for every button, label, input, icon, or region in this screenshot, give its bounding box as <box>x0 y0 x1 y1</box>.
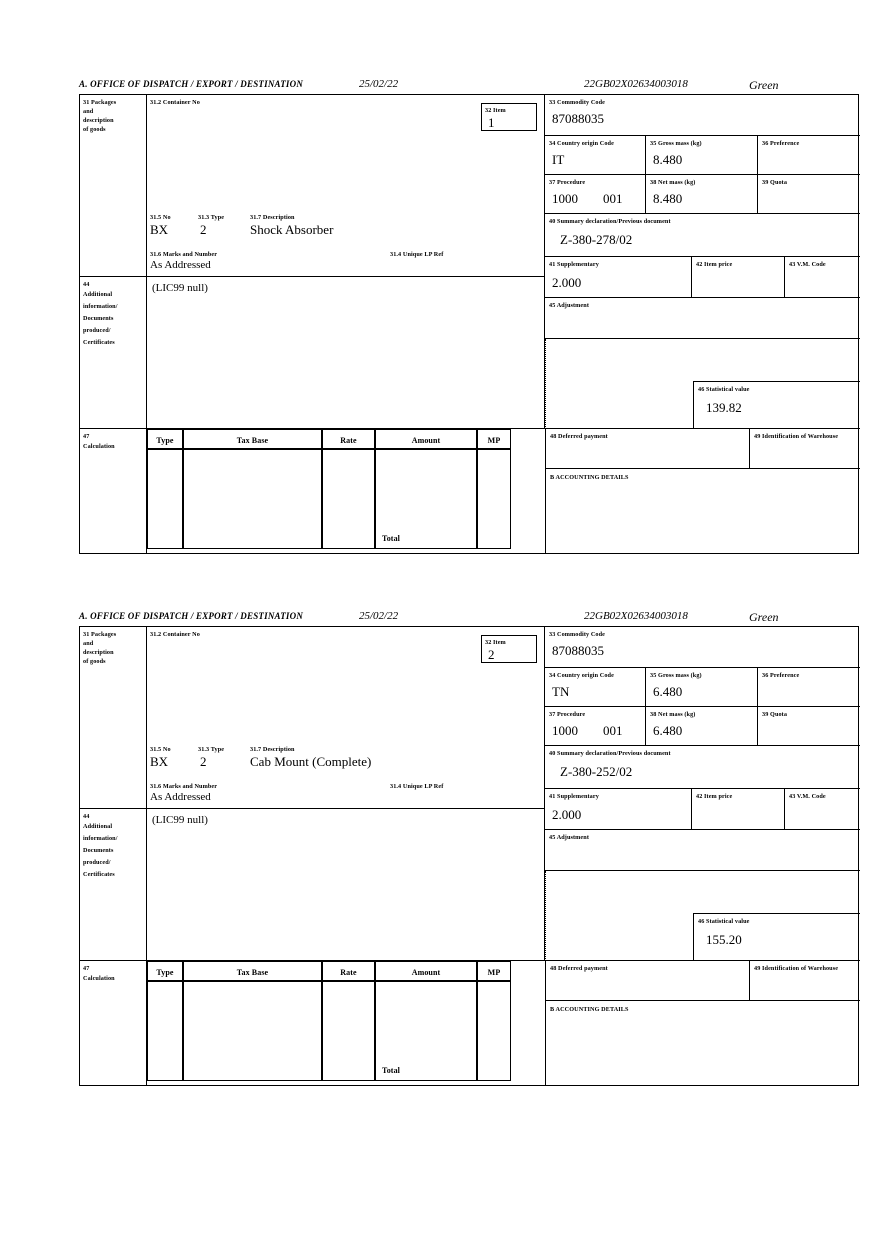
commodity-code-value: 87088035 <box>552 111 604 126</box>
item-number-value: 1 <box>488 115 495 130</box>
box-44-additional-information-2 <box>147 809 545 961</box>
net-mass-value-2: 6.480 <box>653 723 683 738</box>
box-49-warehouse-id-2: 49 Identification of Warehouse <box>750 961 860 1001</box>
box-31-packages: 31 Packages and description of goods <box>80 95 147 277</box>
box-38-net-mass: 38 Net mass (kg) 8.480 <box>646 175 758 214</box>
calc-total-label-2: Total <box>382 1066 400 1075</box>
box-34-country-origin: 34 Country origin Code IT <box>545 136 646 175</box>
goods-description-value-2: Cab Mount (Complete) <box>250 754 372 769</box>
dotted-divider-2 <box>545 871 546 961</box>
packages-type-value-2: 2 <box>200 754 207 769</box>
box-37-procedure: 37 Procedure 1000 001 <box>545 175 646 214</box>
country-origin-value-2: TN <box>552 684 570 699</box>
calc-col-rate <box>322 449 375 549</box>
box-38-net-mass-2: 38 Net mass (kg) 6.480 <box>646 707 758 746</box>
packages-type-value: 2 <box>200 222 207 237</box>
box-46-statistical-area <box>545 339 860 429</box>
box-44-additional-label-2: 44 Additional information/ Documents produced/ Certificates <box>80 809 147 961</box>
supplementary-value: 2.000 <box>552 275 582 290</box>
gross-mass-value: 8.480 <box>653 152 683 167</box>
procedure-2-value-2: 001 <box>603 723 623 738</box>
marks-and-number-value: As Addressed <box>150 259 211 271</box>
procedure-value-2: 1000 <box>552 723 578 738</box>
box-47-calculation-label-2: 47 Calculation <box>80 961 147 1086</box>
procedure-value: 1000 <box>552 191 578 206</box>
calc-header-amount-2: Amount <box>375 961 477 981</box>
box-40-previous-document-2: 40 Summary declaration/Previous document Z-380-252/02 <box>545 746 860 789</box>
calc-header-amount: Amount <box>375 429 477 449</box>
box-45-adjustment: 45 Adjustment <box>545 298 860 339</box>
box-36-preference: 36 Preference <box>758 136 860 175</box>
box-35-gross-mass-2: 35 Gross mass (kg) 6.480 <box>646 668 758 707</box>
box-36-preference-2: 36 Preference <box>758 668 860 707</box>
routing-lane-2: Green <box>749 610 779 624</box>
box-44-additional-information <box>147 277 545 429</box>
packages-no-value: BX <box>150 222 169 237</box>
calc-header-rate-2: Rate <box>322 961 375 981</box>
dotted-divider <box>545 339 546 429</box>
additional-info-value-2: (LIC99 null) <box>152 814 208 826</box>
calculation-table-2 <box>147 961 545 1086</box>
supplementary-value-2: 2.000 <box>552 807 582 822</box>
office-of-dispatch-label <box>79 79 303 89</box>
customs-declaration-item-1 <box>79 78 861 554</box>
declaration-date-2: 25/02/22 <box>359 610 399 622</box>
calculation-table <box>147 429 545 554</box>
calc-header-mp: MP <box>477 429 511 449</box>
office-of-dispatch-label-2 <box>79 611 303 621</box>
calc-header-type-2: Type <box>147 961 183 981</box>
calc-col-taxbase <box>183 449 322 549</box>
form-header-1 <box>79 78 861 94</box>
box-48-deferred-payment-2: 48 Deferred payment <box>545 961 750 1001</box>
calc-col-type <box>147 449 183 549</box>
calc-col-taxbase-2 <box>183 981 322 1081</box>
box-37-procedure-2: 37 Procedure 1000 001 <box>545 707 646 746</box>
previous-document-value: Z-380-278/02 <box>560 232 633 247</box>
box-35-gross-mass: 35 Gross mass (kg) 8.480 <box>646 136 758 175</box>
box-41-supplementary-2: 41 Supplementary 2.000 <box>545 789 692 830</box>
box-46-statistical-value-2: 46 Statistical value 155.20 <box>693 913 860 961</box>
declaration-box-1 <box>79 94 859 554</box>
procedure-2-value: 001 <box>603 191 623 206</box>
box-45-adjustment-2: 45 Adjustment <box>545 830 860 871</box>
box-32-item-number-2: 32 Item 2 <box>481 635 537 663</box>
commodity-code-value-2: 87088035 <box>552 643 604 658</box>
box-31-goods-area: 31.2 Container No 31.5 No 31.3 Type 31.7 Description BX 2 Shock Absorber 31.6 Marks and Number 31.4 Unique LP Ref As Addressed <box>147 95 545 277</box>
customs-declaration-item-2 <box>79 610 861 1086</box>
previous-document-value-2: Z-380-252/02 <box>560 764 633 779</box>
calc-total-label: Total <box>382 534 400 543</box>
gross-mass-value-2: 6.480 <box>653 684 683 699</box>
packages-no-value-2: BX <box>150 754 169 769</box>
calc-header-type: Type <box>147 429 183 449</box>
box-31-goods-area-2: 31.2 Container No 31.5 No 31.3 Type 31.7 Description BX 2 Cab Mount (Complete) 31.6 Marks and Number 31.4 Unique LP Ref As Addressed <box>147 627 545 809</box>
box-31-packages-2: 31 Packages and description of goods <box>80 627 147 809</box>
statistical-value-2: 155.20 <box>706 932 742 947</box>
box-34-country-origin-2: 34 Country origin Code TN <box>545 668 646 707</box>
box-33-commodity-code-2: 33 Commodity Code 87088035 <box>545 627 860 668</box>
additional-info-value: (LIC99 null) <box>152 282 208 294</box>
box-48-deferred-payment: 48 Deferred payment <box>545 429 750 469</box>
box-32-item-number: 32 Item 1 <box>481 103 537 131</box>
calc-header-mp-2: MP <box>477 961 511 981</box>
calc-col-type-2 <box>147 981 183 1081</box>
box-33-commodity-code: 33 Commodity Code 87088035 <box>545 95 860 136</box>
declaration-date: 25/02/22 <box>359 78 399 90</box>
box-46-statistical-area-2 <box>545 871 860 961</box>
box-b-accounting-details-2: B ACCOUNTING DETAILS <box>545 1001 860 1086</box>
box-49-warehouse-id: 49 Identification of Warehouse <box>750 429 860 469</box>
calc-header-taxbase-2: Tax Base <box>183 961 322 981</box>
routing-lane: Green <box>749 78 779 92</box>
calc-col-mp-2 <box>477 981 511 1081</box>
box-40-previous-document: 40 Summary declaration/Previous document Z-380-278/02 <box>545 214 860 257</box>
country-origin-value: IT <box>552 152 565 167</box>
box-44-additional-label: 44 Additional information/ Documents produced/ Certificates <box>80 277 147 429</box>
marks-and-number-value-2: As Addressed <box>150 791 211 803</box>
item-number-value-2: 2 <box>488 647 495 662</box>
box-43-vm-code: 43 V.M. Code <box>785 257 860 298</box>
statistical-value: 139.82 <box>706 400 742 415</box>
calc-header-rate: Rate <box>322 429 375 449</box>
calc-col-rate-2 <box>322 981 375 1081</box>
calc-header-taxbase: Tax Base <box>183 429 322 449</box>
movement-reference-number-2: 22GB02X02634003018 <box>584 610 688 622</box>
box-47-calculation-label: 47 Calculation <box>80 429 147 554</box>
box-42-item-price: 42 Item price <box>692 257 785 298</box>
box-43-vm-code-2: 43 V.M. Code <box>785 789 860 830</box>
net-mass-value: 8.480 <box>653 191 683 206</box>
box-b-accounting-details: B ACCOUNTING DETAILS <box>545 469 860 554</box>
movement-reference-number: 22GB02X02634003018 <box>584 78 688 90</box>
box-42-item-price-2: 42 Item price <box>692 789 785 830</box>
goods-description-value: Shock Absorber <box>250 222 334 237</box>
box-39-quota: 39 Quota <box>758 175 860 214</box>
form-header-2 <box>79 610 861 626</box>
calc-col-mp <box>477 449 511 549</box>
box-41-supplementary: 41 Supplementary 2.000 <box>545 257 692 298</box>
office-label-text: A. OFFICE OF DISPATCH / EXPORT / DESTINATION <box>79 79 304 89</box>
box-46-statistical-value: 46 Statistical value 139.82 <box>693 381 860 429</box>
box-39-quota-2: 39 Quota <box>758 707 860 746</box>
declaration-box-2 <box>79 626 859 1086</box>
office-label-text-2: A. OFFICE OF DISPATCH / EXPORT / DESTINATION <box>79 611 304 621</box>
